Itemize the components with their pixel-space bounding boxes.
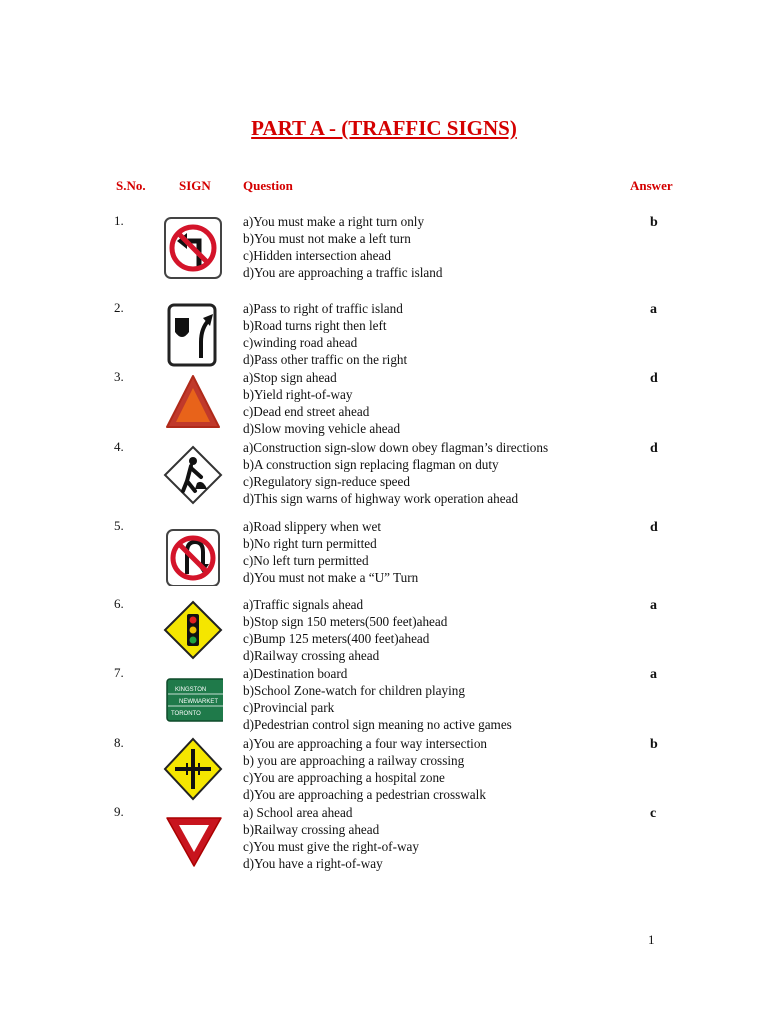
answer: d bbox=[650, 371, 658, 386]
answer: d bbox=[650, 520, 658, 535]
question-number: 3. bbox=[114, 369, 124, 384]
header-sign: SIGN bbox=[179, 178, 211, 193]
answer: a bbox=[650, 302, 657, 317]
page-title: PART A - (TRAFFIC SIGNS) bbox=[251, 116, 517, 140]
question-number: 9. bbox=[114, 804, 124, 819]
option-b: b)Stop sign 150 meters(500 feet)ahead bbox=[243, 614, 448, 629]
option-d: d)You are approaching a traffic island bbox=[243, 265, 443, 280]
traffic-signals-ahead-sign-icon bbox=[163, 598, 223, 664]
option-a: a) School area ahead bbox=[243, 805, 353, 820]
option-c: c)winding road ahead bbox=[243, 335, 358, 350]
option-a: a)Destination board bbox=[243, 666, 348, 681]
header-sno: S.No. bbox=[116, 178, 146, 193]
option-d: d)You are approaching a pedestrian crosswalk bbox=[243, 787, 486, 802]
question-row bbox=[0, 439, 768, 519]
question-row bbox=[0, 804, 768, 884]
page-number: 1 bbox=[648, 932, 655, 947]
option-a: a)Pass to right of traffic island bbox=[243, 301, 403, 316]
question-number: 7. bbox=[114, 665, 124, 680]
option-b: b)No right turn permitted bbox=[243, 536, 377, 551]
option-d: d)You must not make a “U” Turn bbox=[243, 570, 419, 585]
yield-sign-icon bbox=[163, 806, 223, 872]
question-number: 8. bbox=[114, 735, 124, 750]
sign-text: TORONTO bbox=[171, 711, 201, 717]
railway-crossing-ahead-sign-icon bbox=[163, 737, 223, 803]
option-c: c)Regulatory sign-reduce speed bbox=[243, 474, 410, 489]
option-b: b)A construction sign replacing flagman on duty bbox=[243, 457, 499, 472]
question-row bbox=[0, 369, 768, 449]
option-c: c)You are approaching a hospital zone bbox=[243, 770, 445, 785]
question-row bbox=[0, 300, 768, 380]
option-d: d)Slow moving vehicle ahead bbox=[243, 421, 401, 436]
answer: a bbox=[650, 598, 657, 613]
option-c: c)Bump 125 meters(400 feet)ahead bbox=[243, 631, 430, 646]
question-row bbox=[0, 518, 768, 598]
question-row bbox=[0, 596, 768, 676]
construction-worker-sign-icon bbox=[163, 441, 223, 507]
keep-right-of-island-sign-icon bbox=[163, 302, 223, 368]
option-d: d)Railway crossing ahead bbox=[243, 648, 380, 663]
question-row bbox=[0, 665, 768, 745]
destination-board-sign-icon bbox=[163, 667, 223, 733]
question-number: 2. bbox=[114, 300, 124, 315]
option-d: d)This sign warns of highway work operation ahead bbox=[243, 491, 519, 506]
option-b: b) you are approaching a railway crossing bbox=[243, 753, 465, 768]
answer: b bbox=[650, 737, 658, 752]
option-d: d)Pass other traffic on the right bbox=[243, 352, 408, 367]
answer: b bbox=[650, 215, 658, 230]
header-question: Question bbox=[243, 178, 293, 193]
option-c: c)Provincial park bbox=[243, 700, 335, 715]
option-c: c)Dead end street ahead bbox=[243, 404, 370, 419]
option-b: b)Road turns right then left bbox=[243, 318, 387, 333]
option-d: d)Pedestrian control sign meaning no active games bbox=[243, 717, 512, 732]
question-number: 5. bbox=[114, 518, 124, 533]
option-b: b)Railway crossing ahead bbox=[243, 822, 380, 837]
option-c: c)You must give the right-of-way bbox=[243, 839, 419, 854]
option-c: c)No left turn permitted bbox=[243, 553, 369, 568]
answer: c bbox=[650, 806, 657, 821]
option-a: a)Road slippery when wet bbox=[243, 519, 382, 534]
no-u-turn-sign-icon bbox=[163, 520, 223, 586]
question-row bbox=[0, 735, 768, 815]
answer: d bbox=[650, 441, 658, 456]
sign-text: KINGSTON bbox=[175, 687, 207, 693]
question-number: 1. bbox=[114, 213, 124, 228]
question-row bbox=[0, 213, 768, 293]
option-b: b)Yield right-of-way bbox=[243, 387, 353, 402]
answer: a bbox=[650, 667, 657, 682]
option-a: a)Construction sign-slow down obey flagman’s directions bbox=[243, 440, 549, 455]
question-number: 4. bbox=[114, 439, 124, 454]
option-a: a)Traffic signals ahead bbox=[243, 597, 364, 612]
question-number: 6. bbox=[114, 596, 124, 611]
option-b: b)You must not make a left turn bbox=[243, 231, 411, 246]
header-answer: Answer bbox=[630, 178, 673, 193]
sign-text: NEWMARKET bbox=[179, 699, 218, 705]
option-a: a)You are approaching a four way intersection bbox=[243, 736, 488, 751]
option-b: b)School Zone-watch for children playing bbox=[243, 683, 465, 698]
slow-moving-vehicle-sign-icon bbox=[163, 371, 223, 437]
option-d: d)You have a right-of-way bbox=[243, 856, 383, 871]
option-c: c)Hidden intersection ahead bbox=[243, 248, 391, 263]
no-left-turn-sign-icon bbox=[163, 215, 223, 281]
option-a: a)You must make a right turn only bbox=[243, 214, 425, 229]
option-a: a)Stop sign ahead bbox=[243, 370, 337, 385]
